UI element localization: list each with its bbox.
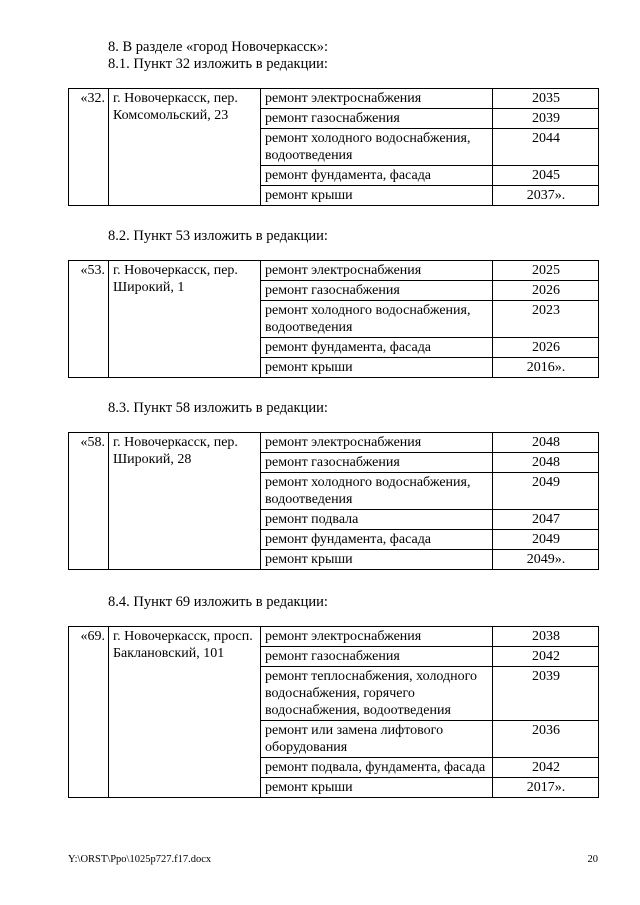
work-type-cell: ремонт холодного водоснабжения, водоотведения [261,301,493,338]
year-cell: 2045 [493,166,599,186]
work-type-cell: ремонт крыши [261,358,493,378]
year-cell: 2048 [493,453,599,473]
year-cell: 2016». [493,358,599,378]
year-cell: 2039 [493,109,599,129]
work-type-cell: ремонт фундамента, фасада [261,530,493,550]
work-type-cell: ремонт электроснабжения [261,89,493,109]
footer-file-path: Y:\ORST\Ppo\1025p727.f17.docx [68,854,212,865]
year-cell: 2023 [493,301,599,338]
year-cell: 2025 [493,261,599,281]
work-type-cell: ремонт подвала [261,510,493,530]
address-cell: г. Новочеркасск, пер. Широкий, 1 [109,261,261,378]
item-number: «53. [69,261,109,378]
item-number: «32. [69,89,109,206]
subsection-heading-8-1: 8.1. Пункт 32 изложить в редакции: [108,56,328,72]
year-cell: 2042 [493,647,599,667]
table-row [69,627,599,647]
table-row [69,261,599,281]
work-type-cell: ремонт теплоснабжения, холодного водоснабжения, горячего водоснабжения, водоотведения [261,667,493,721]
amendment-table-69 [68,626,599,798]
year-cell: 2049 [493,530,599,550]
work-type-cell: ремонт подвала, фундамента, фасада [261,758,493,778]
year-cell: 2037». [493,186,599,206]
year-cell: 2026 [493,281,599,301]
year-cell: 2042 [493,758,599,778]
item-number: «69. [69,627,109,798]
address-cell: г. Новочеркасск, пер. Комсомольский, 23 [109,89,261,206]
work-type-cell: ремонт газоснабжения [261,453,493,473]
year-cell: 2044 [493,129,599,166]
year-cell: 2035 [493,89,599,109]
work-type-cell: ремонт газоснабжения [261,109,493,129]
work-type-cell: ремонт или замена лифтового оборудования [261,721,493,758]
amendment-table-32 [68,88,599,206]
year-cell: 2039 [493,667,599,721]
year-cell: 2038 [493,627,599,647]
work-type-cell: ремонт холодного водоснабжения, водоотведения [261,129,493,166]
page-number: 20 [587,854,598,865]
work-type-cell: ремонт крыши [261,778,493,798]
section-heading: 8. В разделе «город Новочеркасск»: [108,39,329,55]
year-cell: 2047 [493,510,599,530]
work-type-cell: ремонт газоснабжения [261,281,493,301]
subsection-heading-8-3: 8.3. Пункт 58 изложить в редакции: [108,400,328,416]
table-row [69,433,599,453]
work-type-cell: ремонт крыши [261,550,493,570]
subsection-heading-8-4: 8.4. Пункт 69 изложить в редакции: [108,594,328,610]
year-cell: 2049 [493,473,599,510]
work-type-cell: ремонт газоснабжения [261,647,493,667]
year-cell: 2026 [493,338,599,358]
amendment-table-53 [68,260,599,378]
work-type-cell: ремонт электроснабжения [261,627,493,647]
work-type-cell: ремонт электроснабжения [261,433,493,453]
work-type-cell: ремонт электроснабжения [261,261,493,281]
work-type-cell: ремонт холодного водоснабжения, водоотведения [261,473,493,510]
table-row [69,89,599,109]
work-type-cell: ремонт фундамента, фасада [261,166,493,186]
item-number: «58. [69,433,109,570]
work-type-cell: ремонт крыши [261,186,493,206]
address-cell: г. Новочеркасск, пер. Широкий, 28 [109,433,261,570]
year-cell: 2036 [493,721,599,758]
year-cell: 2017». [493,778,599,798]
year-cell: 2048 [493,433,599,453]
year-cell: 2049». [493,550,599,570]
work-type-cell: ремонт фундамента, фасада [261,338,493,358]
address-cell: г. Новочеркасск, просп. Баклановский, 101 [109,627,261,798]
subsection-heading-8-2: 8.2. Пункт 53 изложить в редакции: [108,228,328,244]
amendment-table-58 [68,432,599,570]
